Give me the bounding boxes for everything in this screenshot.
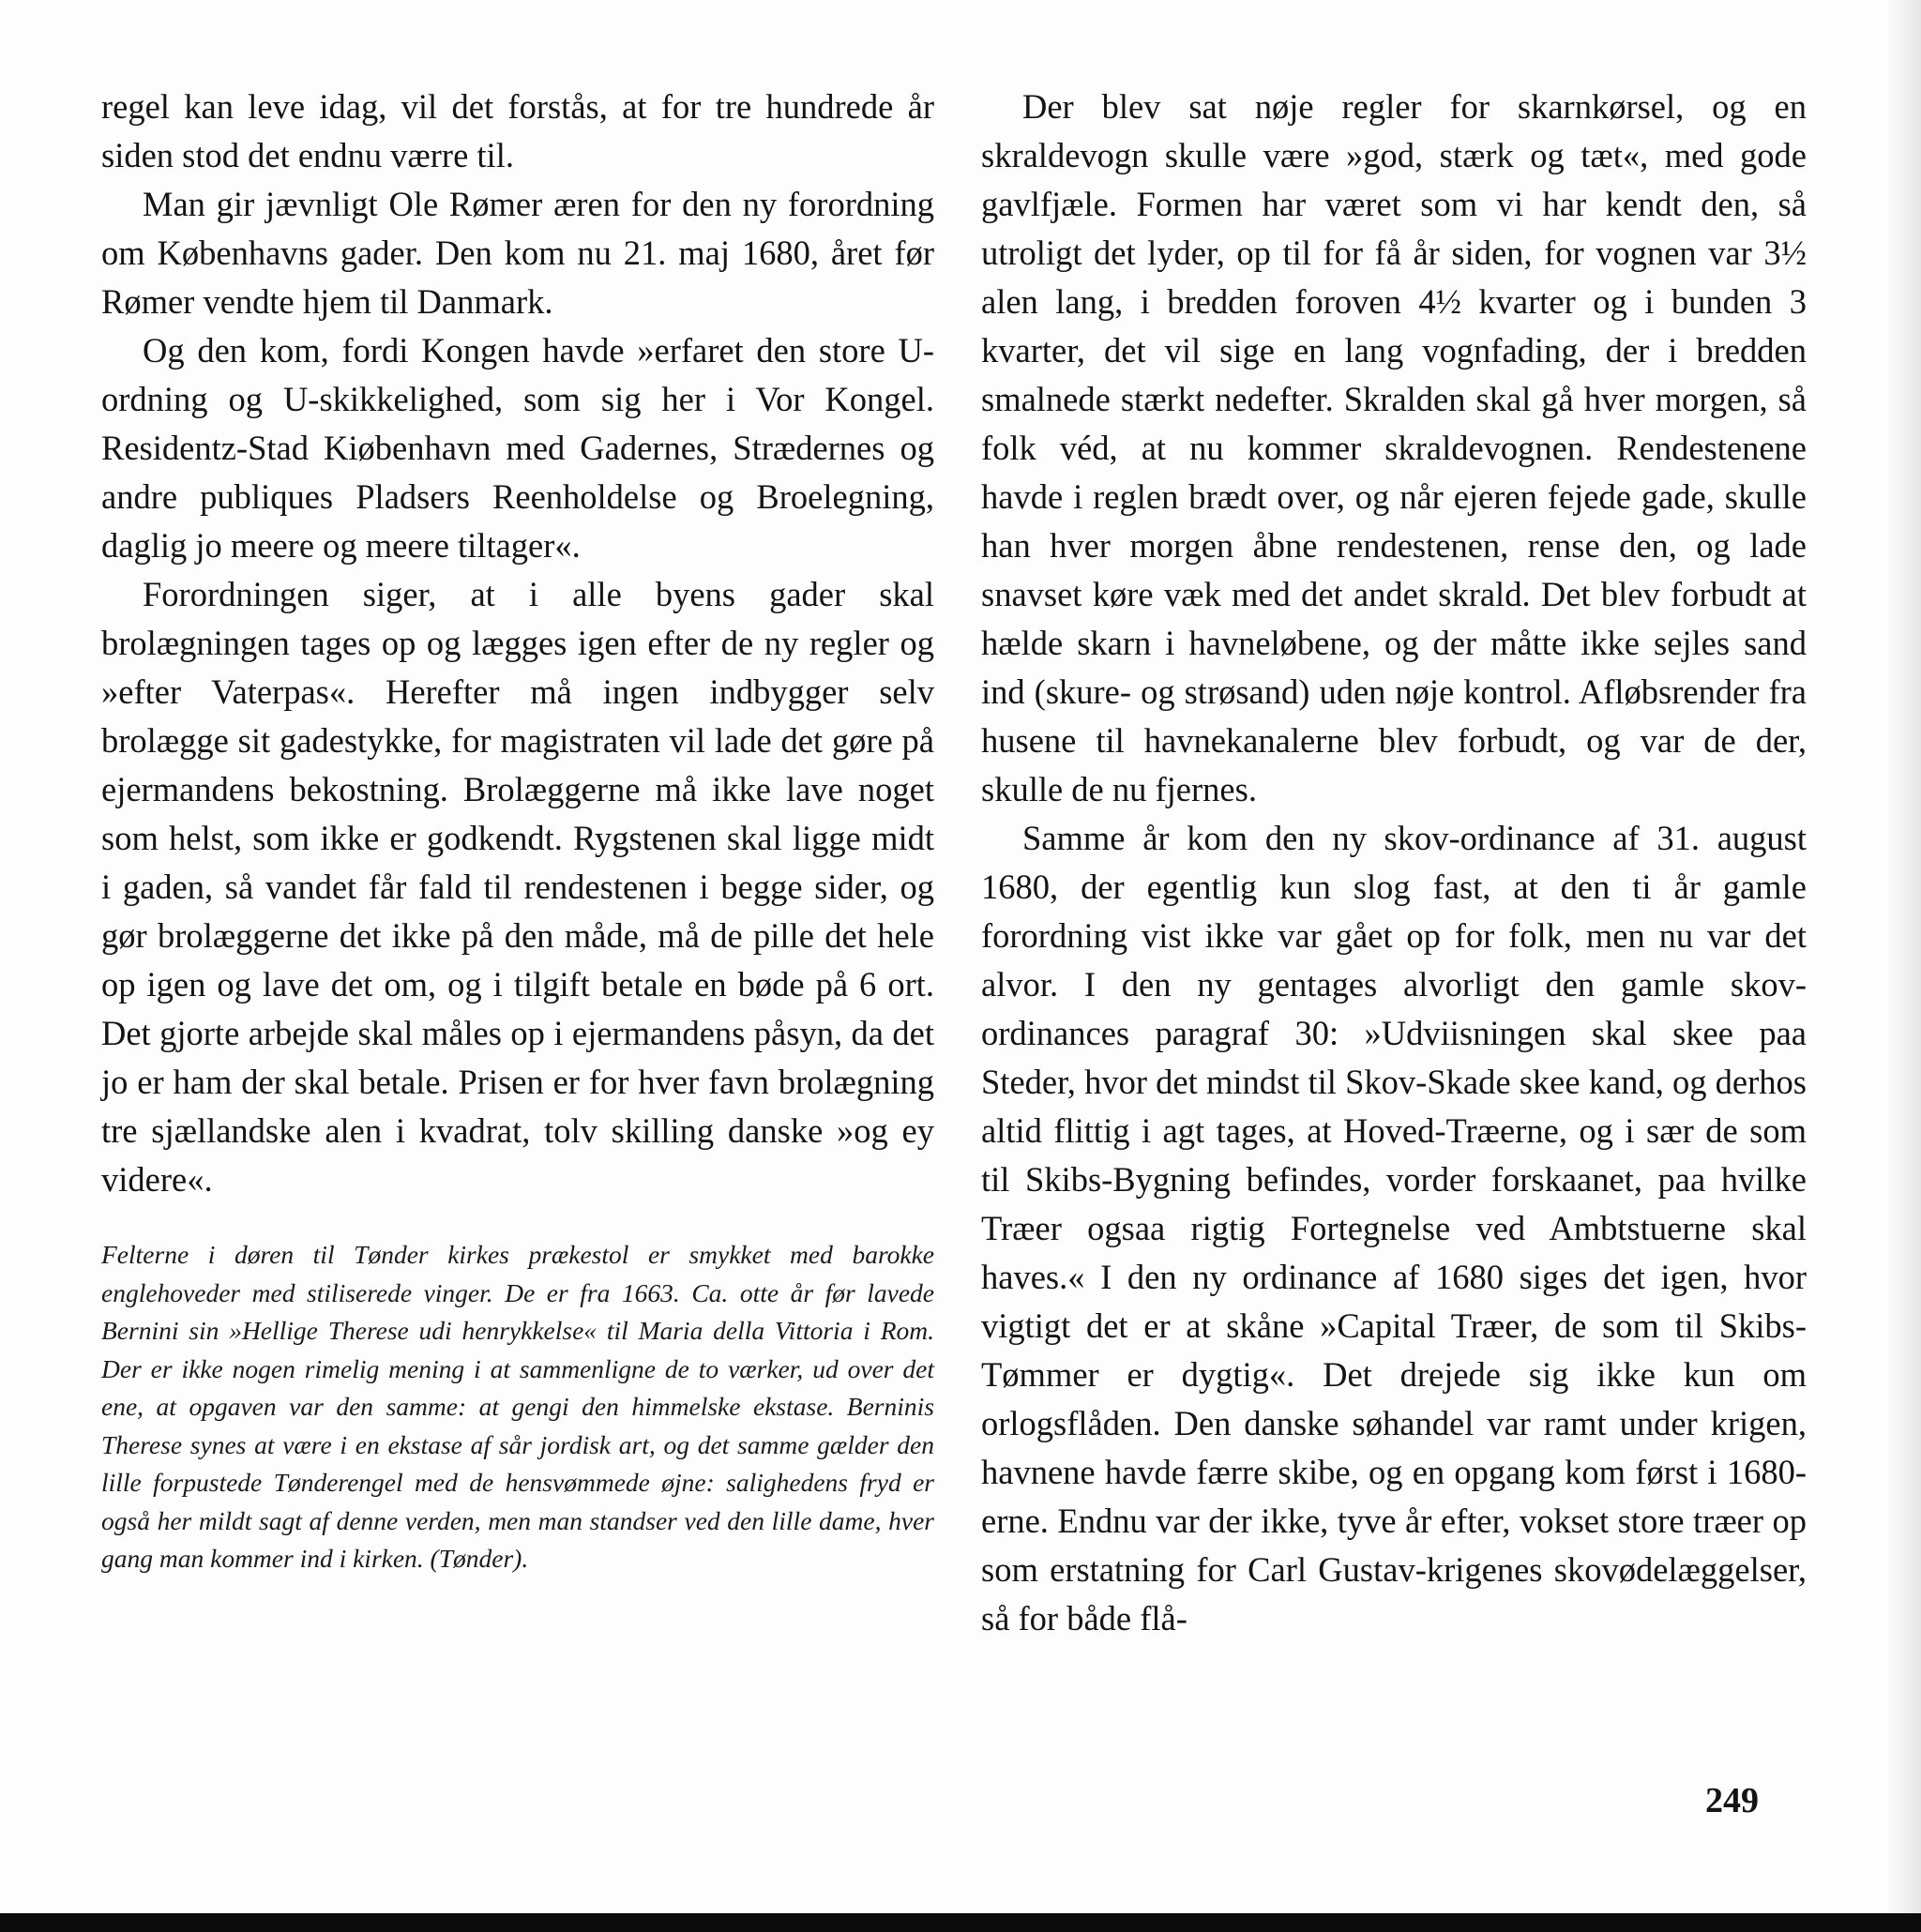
right-text-column bbox=[981, 83, 1807, 1643]
paragraph: regel kan leve idag, vil det forstås, at for tre hundrede år siden stod det endnu værre til. bbox=[101, 87, 934, 174]
page-number: 249 bbox=[1705, 1781, 1759, 1820]
page-edge-shadow bbox=[1885, 0, 1921, 1913]
left-text-column bbox=[101, 83, 934, 1578]
image-caption: Felterne i døren til Tønder kirkes prækestol er smykket med barokke englehoveder med stiliserede vinger. De er fra 1663. Ca. otte år før lavede Bernini sin »Hellige Therese udi henrykkelse« til Maria della Vittoria i Rom. Der er ikke nogen rimelig mening i at sammenligne de to værker, ud over det ene, at opgaven var den samme: at gengi den himmelske ekstase. Berninis Therese synes at være i en ekstase af sår jordisk art, og det samme gælder den lille forpustede Tønderengel med de hensvømmede øjne: salighedens fryd er også her mildt sagt af denne verden, men man standser ved den lille dame, hver gang man kommer ind i kirken. (Tønder). bbox=[101, 1240, 934, 1573]
paragraph: Og den kom, fordi Kongen havde »erfaret den store U-ordning og U-skikkelighed, som sig her i Vor Kongel. Residentz-Stad Kiøbenhavn med Gadernes, Strædernes og andre publiques Pladsers Reenholdelse og Broelegning, daglig jo meere og meere tiltager«. bbox=[101, 331, 934, 565]
paragraph: Forordningen siger, at i alle byens gader skal brolægningen tages op og lægges igen efter de ny regler og »efter Vaterpas«. Herefter må ingen indbygger selv brolægge sit gadestykke, for magistraten vil lade det gøre på ejermandens bekostning. Brolæggerne må ikke lave noget som helst, som ikke er godkendt. Rygstenen skal ligge midt i gaden, så vandet får fald til rendestenen i begge sider, og gør brolæggerne det ikke på den måde, må de pille det hele op igen og lave det om, og i tilgift betale en bøde på 6 ort. Det gjorte arbejde skal måles op i ejermandens påsyn, da det jo er ham der skal betale. Prisen er for hver favn brolægning tre sjællandske alen i kvadrat, tolv skilling danske »og ey videre«. bbox=[101, 575, 934, 1199]
paragraph: Samme år kom den ny skov-ordinance af 31. august 1680, der egentlig kun slog fast, at den ti år gamle forordning vist ikke var gået op for folk, men nu var det alvor. I den ny gentages alvorligt den gamle skov-ordinances paragraf 30: »Udviisningen skal skee paa Steder, hvor det mindst til Skov-Skade skee kand, og derhos altid flittig i agt tages, at Hoved-Træerne, og i sær de som til Skibs-Bygning befindes, vorder forskaanet, paa hvilke Træer ogsaa rigtig Fortegnelse ved Ambtstuerne skal haves.« I den ny ordinance af 1680 siges det igen, hvor vigtigt det er at skåne »Capital Træer, de som til Skibs-Tømmer er dygtig«. Det drejede sig ikke kun om orlogsflåden. Den danske søhandel var ramt under krigen, havnene havde færre skibe, og en opgang kom først i 1680-erne. Endnu var der ikke, tyve år efter, vokset store træer op som erstatning for Carl Gustav-krigenes skovødelæggelser, så for både flå- bbox=[981, 819, 1807, 1638]
page-bottom-edge bbox=[0, 1913, 1921, 1932]
paragraph: Der blev sat nøje regler for skarnkørsel, og en skraldevogn skulle være »god, stærk og tæt«, med gode gavlfjæle. Formen har været som vi har kendt den, så utroligt det lyder, op til for få år siden, for vognen var 3½ alen lang, i bredden foroven 4½ kvarter og i bunden 3 kvarter, det vil sige en lang vognfading, der i bredden smalnede stærkt nedefter. Skralden skal gå hver morgen, så folk véd, at nu kommer skraldevognen. Rendestenene havde i reglen brædt over, og når ejeren fejede gade, skulle han hver morgen åbne rendestenen, rense den, og lade snavset køre væk med det andet skrald. Det blev forbudt at hælde skarn i havneløbene, og der måtte ikke sejles sand ind (skure- og strøsand) uden nøje kontrol. Afløbsrender fra husene til havnekanalerne blev forbudt, og var de der, skulle de nu fjernes. bbox=[981, 87, 1807, 808]
paragraph: Man gir jævnligt Ole Rømer æren for den ny forordning om Københavns gader. Den kom nu 21. maj 1680, året før Rømer vendte hjem til Danmark. bbox=[101, 185, 934, 321]
